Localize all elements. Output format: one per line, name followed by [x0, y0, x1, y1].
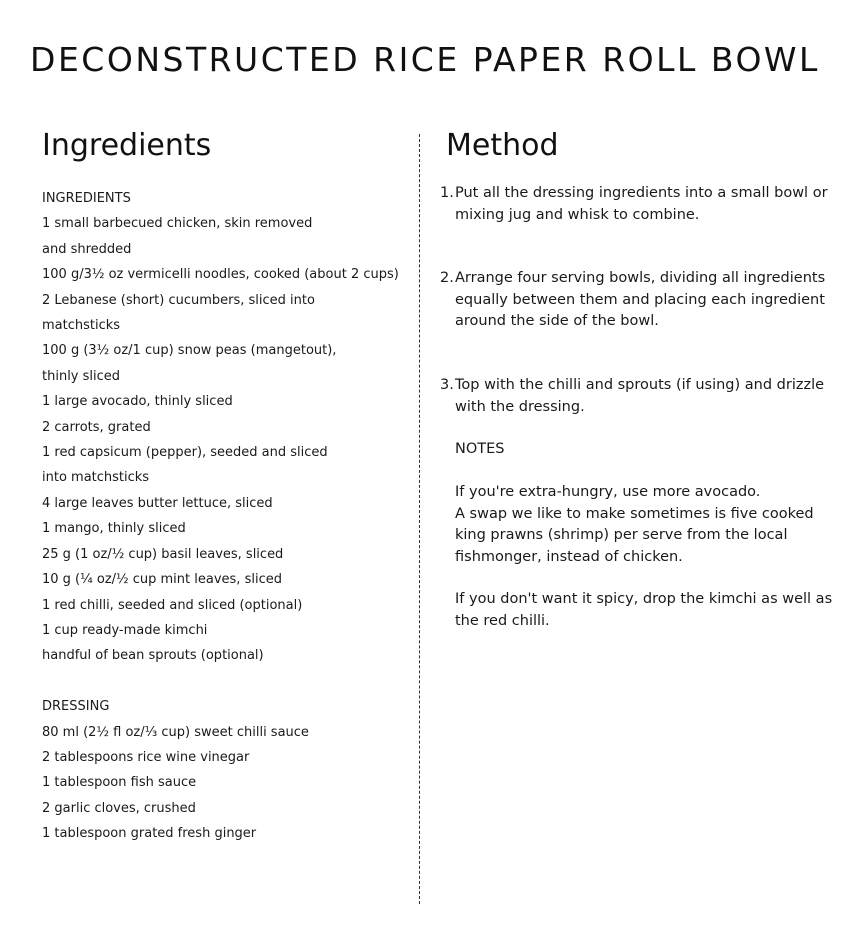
ingredient-line: 25 g (1 oz/½ cup) basil leaves, sliced: [42, 546, 284, 562]
step-text: Top with the chilli and sprouts (if using) and drizzle with the dressing.: [455, 377, 825, 415]
ingredient-line: 4 large leaves butter lettuce, sliced: [42, 495, 273, 511]
ingredient-line: and shredded: [42, 241, 132, 257]
dressing-line: 2 garlic cloves, crushed: [42, 800, 196, 816]
note-line: A swap we like to make sometimes is five cooked king prawns (shrimp) per serve from the local fishmonger, instead of chicken.: [455, 505, 814, 565]
notes-heading: NOTES: [455, 441, 505, 457]
notes-paragraph-1: [455, 482, 840, 568]
ingredients-heading: Ingredients: [42, 128, 212, 163]
ingredient-line: thinly sliced: [42, 368, 121, 384]
ingredient-line: 1 red chilli, seeded and sliced (optional): [42, 597, 303, 613]
dressing-subheading: DRESSING: [42, 699, 110, 715]
method-step-2: [440, 268, 835, 333]
ingredient-line: into matchsticks: [42, 470, 150, 486]
ingredient-line: 10 g (¼ oz/½ cup mint leaves, sliced: [42, 572, 282, 588]
list-spacer: [42, 669, 412, 694]
ingredient-line: 1 large avocado, thinly sliced: [42, 394, 233, 410]
step-number: 1.: [440, 185, 454, 201]
method-step-1: [440, 183, 835, 226]
notes-paragraph-2: [455, 589, 840, 632]
ingredient-line: handful of bean sprouts (optional): [42, 648, 264, 664]
dressing-line: 1 tablespoon grated fresh ginger: [42, 826, 257, 842]
ingredients-list: [42, 186, 412, 847]
ingredient-line: 100 g/3½ oz vermicelli noodles, cooked (about 2 cups): [42, 267, 399, 283]
ingredient-line: 2 Lebanese (short) cucumbers, sliced into: [42, 292, 315, 308]
step-number: 2.: [440, 270, 454, 286]
recipe-title: DECONSTRUCTED RICE PAPER ROLL BOWL: [30, 40, 820, 79]
column-divider: [419, 134, 420, 904]
ingredient-line: 1 cup ready-made kimchi: [42, 622, 208, 638]
dressing-line: 80 ml (2½ fl oz/⅓ cup) sweet chilli sauce: [42, 724, 309, 740]
ingredient-line: 100 g (3½ oz/1 cup) snow peas (mangetout),: [42, 343, 337, 359]
ingredient-line: 1 mango, thinly sliced: [42, 521, 186, 537]
step-number: 3.: [440, 377, 454, 393]
note-line: If you're extra-hungry, use more avocado.: [455, 484, 761, 500]
ingredient-line: 1 red capsicum (pepper), seeded and sliced: [42, 445, 328, 461]
step-text: Arrange four serving bowls, dividing all ingredients equally between them and placing each ingredient around the side of the bowl.: [455, 270, 826, 329]
ingredients-subheading: INGREDIENTS: [42, 191, 131, 206]
dressing-line: 1 tablespoon fish sauce: [42, 775, 197, 791]
note-line: If you don't want it spicy, drop the kimchi as well as the red chilli.: [455, 591, 833, 629]
step-text: Put all the dressing ingredients into a small bowl or mixing jug and whisk to combine.: [455, 185, 828, 223]
ingredient-line: 2 carrots, grated: [42, 419, 151, 435]
method-step-3: [440, 375, 835, 418]
ingredient-line: 1 small barbecued chicken, skin removed: [42, 216, 313, 232]
dressing-line: 2 tablespoons rice wine vinegar: [42, 749, 250, 765]
ingredient-line: matchsticks: [42, 318, 121, 334]
method-heading: Method: [446, 128, 559, 163]
